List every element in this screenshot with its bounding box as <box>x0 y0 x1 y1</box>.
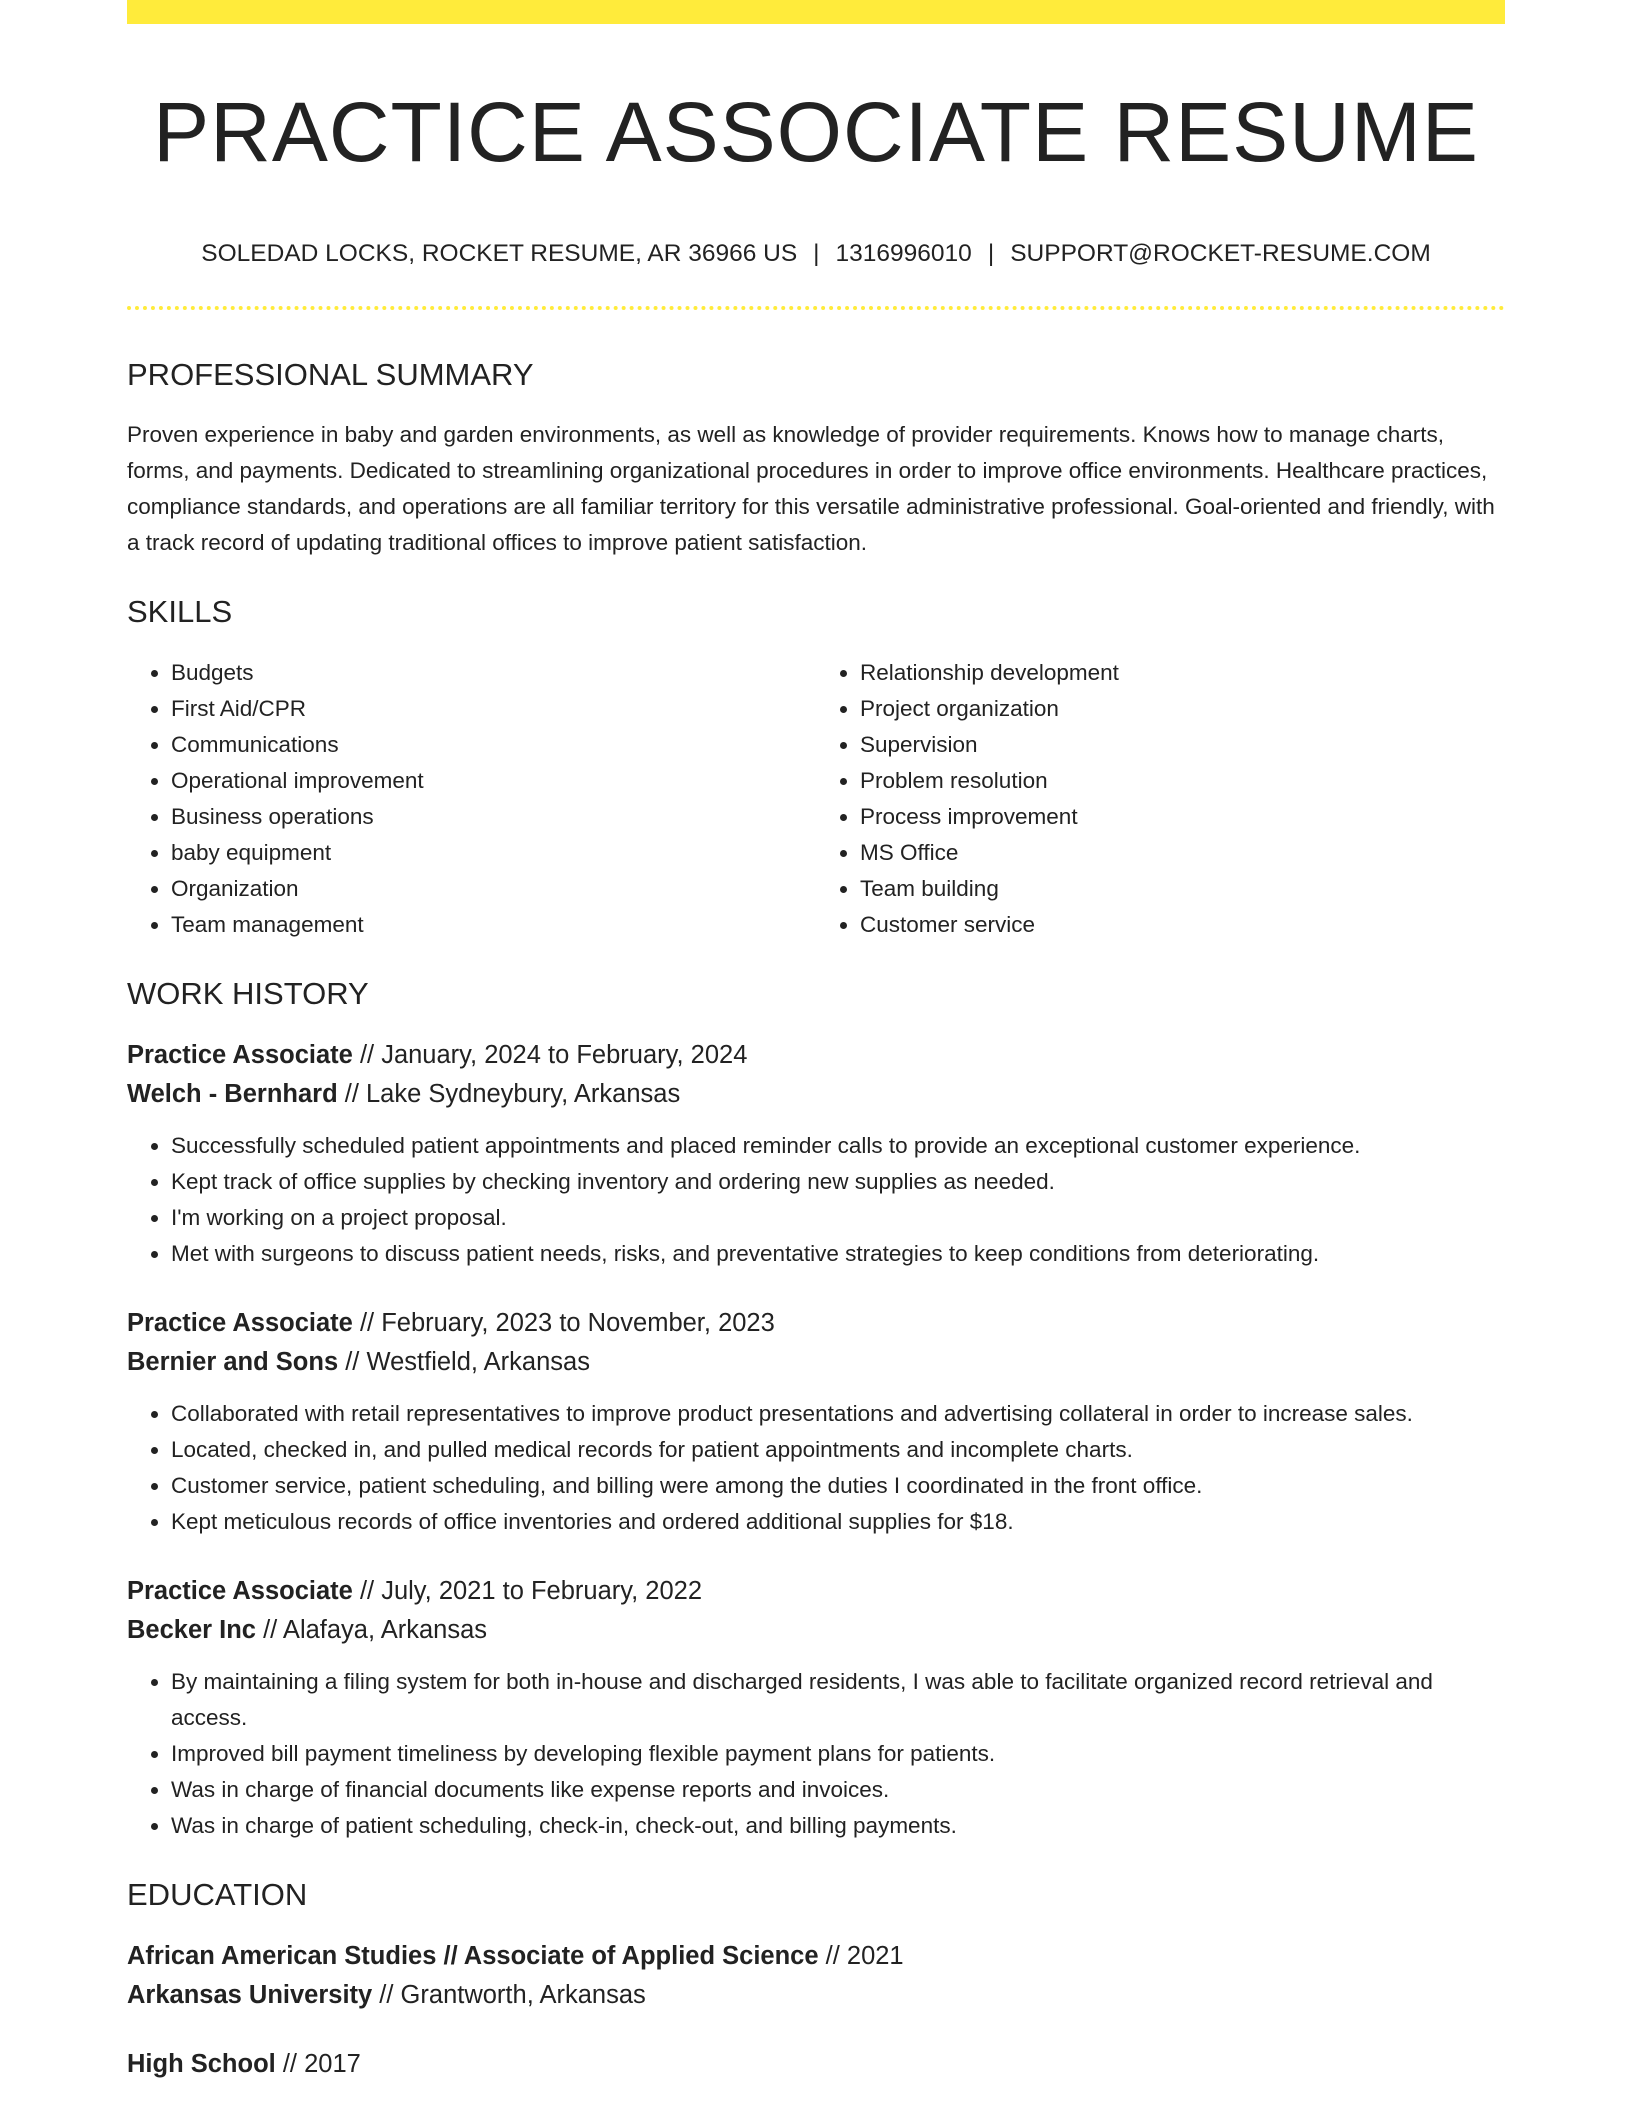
skill-item: • Budgets <box>171 655 816 691</box>
job-bullet: • Kept meticulous records of office inventories and ordered additional supplies for $18. <box>171 1504 1505 1540</box>
job-company: Welch - Bernhard <box>127 1079 338 1108</box>
job-bullet: • Customer service, patient scheduling, and billing were among the duties I coordinated in the front office. <box>171 1468 1505 1504</box>
skill-item: • Operational improvement <box>171 763 816 799</box>
job-bullet: • I'm working on a project proposal. <box>171 1200 1505 1236</box>
education-school: Arkansas University <box>127 1980 373 2009</box>
job-location: // Alafaya, Arkansas <box>256 1615 488 1644</box>
contact-line <box>127 238 1505 270</box>
work-history-list <box>127 1036 1505 1844</box>
contact-email: SUPPORT@ROCKET-RESUME.COM <box>1010 240 1431 268</box>
work-history-heading: WORK HISTORY <box>127 975 369 1011</box>
job-company: Becker Inc <box>127 1615 256 1644</box>
job-title-line <box>127 1036 1505 1075</box>
skill-item: • Supervision <box>860 727 1505 763</box>
job-bullets <box>127 1396 1505 1540</box>
job-bullets <box>127 1664 1505 1844</box>
skill-item: • Organization <box>171 871 816 907</box>
job-bullet: • Collaborated with retail representatives to improve product presentations and advertising collateral in order to increase sales. <box>171 1396 1505 1432</box>
job-company-line <box>127 1611 1505 1650</box>
education-year: // 2017 <box>275 2049 361 2078</box>
job-company: Bernier and Sons <box>127 1347 339 1376</box>
skill-item: • Problem resolution <box>860 763 1505 799</box>
job-bullet: • Located, checked in, and pulled medical records for patient appointments and incomplete charts. <box>171 1432 1505 1468</box>
accent-top-bar <box>127 0 1505 24</box>
contact-separator: | <box>987 240 995 268</box>
job-title: Practice Associate <box>127 1308 353 1337</box>
skill-item: • Business operations <box>171 799 816 835</box>
job-title: Practice Associate <box>127 1040 353 1069</box>
education-year: // 2021 <box>818 1941 904 1970</box>
skills-heading: SKILLS <box>127 594 233 630</box>
job-location: // Westfield, Arkansas <box>338 1347 590 1376</box>
job-bullets <box>127 1128 1505 1272</box>
job-title: Practice Associate <box>127 1576 353 1605</box>
skill-item: • Relationship development <box>860 655 1505 691</box>
job-entry <box>127 1036 1505 1272</box>
skill-item: • Team building <box>860 871 1505 907</box>
education-location: // Grantworth, Arkansas <box>372 1980 646 2009</box>
dotted-divider <box>127 306 1505 310</box>
job-entry <box>127 1572 1505 1844</box>
education-entry <box>127 1937 1505 2015</box>
job-bullet: • Was in charge of financial documents like expense reports and invoices. <box>171 1772 1505 1808</box>
skill-item: • MS Office <box>860 835 1505 871</box>
job-entry <box>127 1304 1505 1540</box>
job-bullet: • By maintaining a filing system for both in-house and discharged residents, I was able to facilitate organized record retrieval and access. <box>171 1664 1505 1736</box>
job-bullet: • Improved bill payment timeliness by developing flexible payment plans for patients. <box>171 1736 1505 1772</box>
skill-item: • Team management <box>171 907 816 943</box>
skills-column-right <box>816 655 1505 943</box>
skill-item: • Project organization <box>860 691 1505 727</box>
job-title-line <box>127 1572 1505 1611</box>
education-school-line <box>127 1976 1505 2015</box>
job-company-line <box>127 1343 1505 1382</box>
job-dates: // February, 2023 to November, 2023 <box>352 1308 775 1337</box>
skills-list <box>127 655 1505 943</box>
contact-phone: 1316996010 <box>835 240 972 268</box>
job-location: // Lake Sydneybury, Arkansas <box>337 1079 681 1108</box>
education-degree-line <box>127 2045 1505 2084</box>
skill-item: • Customer service <box>860 907 1505 943</box>
job-bullet: • Kept track of office supplies by checking inventory and ordering new supplies as needed. <box>171 1164 1505 1200</box>
job-dates: // January, 2024 to February, 2024 <box>352 1040 748 1069</box>
education-degree: High School <box>127 2049 276 2078</box>
job-bullet: • Successfully scheduled patient appointments and placed reminder calls to provide an exceptional customer experience. <box>171 1128 1505 1164</box>
education-entry <box>127 2045 1505 2084</box>
education-heading: EDUCATION <box>127 1876 308 1912</box>
skills-column-left <box>127 655 816 943</box>
job-dates: // July, 2021 to February, 2022 <box>352 1576 703 1605</box>
job-company-line <box>127 1075 1505 1114</box>
skill-item: • Communications <box>171 727 816 763</box>
skill-item: • First Aid/CPR <box>171 691 816 727</box>
summary-text: Proven experience in baby and garden environments, as well as knowledge of provider requirements. Knows how to manage charts, forms, and payments. Dedicated to streamlining organizational procedures in order to improve office environments. Healthcare practices, compliance standards, and operations are all familiar territory for this versatile administrative professional. Goal-oriented and friendly, with a track record of updating traditional offices to improve patient satisfaction. <box>127 422 1495 556</box>
job-bullet: • Met with surgeons to discuss patient needs, risks, and preventative strategies to keep conditions from deteriorating. <box>171 1236 1505 1272</box>
education-list <box>127 1937 1505 2084</box>
skill-item: • Process improvement <box>860 799 1505 835</box>
job-bullet: • Was in charge of patient scheduling, check-in, check-out, and billing payments. <box>171 1808 1505 1844</box>
job-title-line <box>127 1304 1505 1343</box>
resume-page <box>127 0 1505 2084</box>
resume-title: PRACTICE ASSOCIATE RESUME <box>153 85 1479 179</box>
skill-item: • baby equipment <box>171 835 816 871</box>
contact-separator: | <box>813 240 820 268</box>
education-degree-line <box>127 1937 1505 1976</box>
summary-heading: PROFESSIONAL SUMMARY <box>127 357 534 393</box>
education-degree: African American Studies // Associate of Applied Science <box>127 1941 819 1970</box>
contact-address: SOLEDAD LOCKS, ROCKET RESUME, AR 36966 US <box>201 240 798 268</box>
